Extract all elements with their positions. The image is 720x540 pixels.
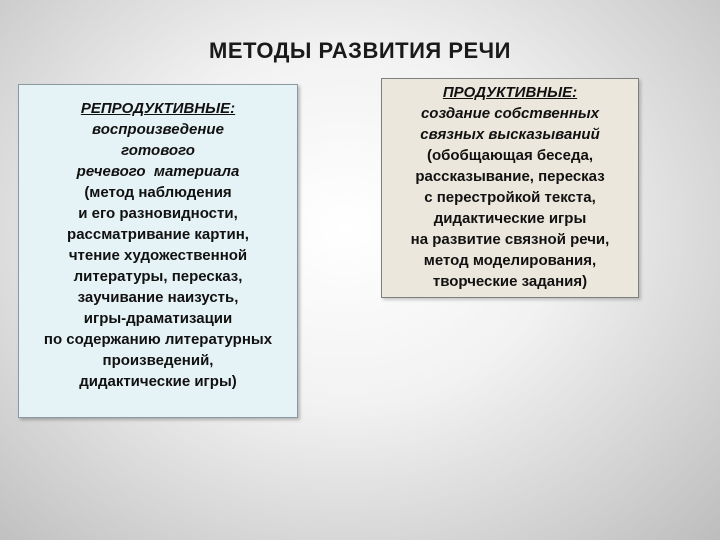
- reproductive-detail-line: и его разновидности,: [78, 205, 238, 222]
- reproductive-detail-line: произведений,: [102, 352, 214, 369]
- productive-detail-line: с перестройкой текста,: [424, 189, 596, 206]
- productive-detail-line: (обобщающая беседа,: [426, 147, 594, 164]
- slide-title: МЕТОДЫ РАЗВИТИЯ РЕЧИ: [209, 38, 511, 63]
- reproductive-detail-line: рассматривание картин,: [67, 226, 249, 243]
- productive-definition-line: создание собственных: [420, 105, 600, 122]
- reproductive-definition-line: воспроизведение: [92, 121, 224, 138]
- reproductive-definition-line: готового: [121, 142, 195, 159]
- productive-detail-line: дидактические игры: [433, 210, 587, 227]
- productive-detail-line: рассказывание, пересказ: [415, 168, 605, 185]
- productive-detail-line: метод моделирования,: [423, 252, 597, 269]
- reproductive-detail-line: чтение художественной: [68, 247, 248, 264]
- reproductive-methods-box: [18, 84, 298, 418]
- reproductive-detail-line: заучивание наизусть,: [77, 289, 239, 306]
- reproductive-detail-line: литературы, пересказ,: [73, 268, 243, 285]
- productive-methods-box: [381, 78, 639, 298]
- reproductive-detail-line: игры-драматизации: [83, 310, 233, 327]
- reproductive-detail-line: (метод наблюдения: [84, 184, 232, 201]
- productive-heading: ПРОДУКТИВНЫЕ:: [442, 84, 578, 101]
- reproductive-definition-line: речевого материала: [76, 163, 240, 180]
- reproductive-detail-line: дидактические игры): [79, 373, 237, 390]
- productive-definition-line: связных высказываний: [420, 126, 600, 143]
- reproductive-heading: РЕПРОДУКТИВНЫЕ:: [80, 100, 236, 117]
- reproductive-detail-line: по содержанию литературных: [43, 331, 273, 348]
- productive-detail-line: творческие задания): [432, 273, 588, 290]
- productive-detail-line: на развитие связной речи,: [410, 231, 610, 248]
